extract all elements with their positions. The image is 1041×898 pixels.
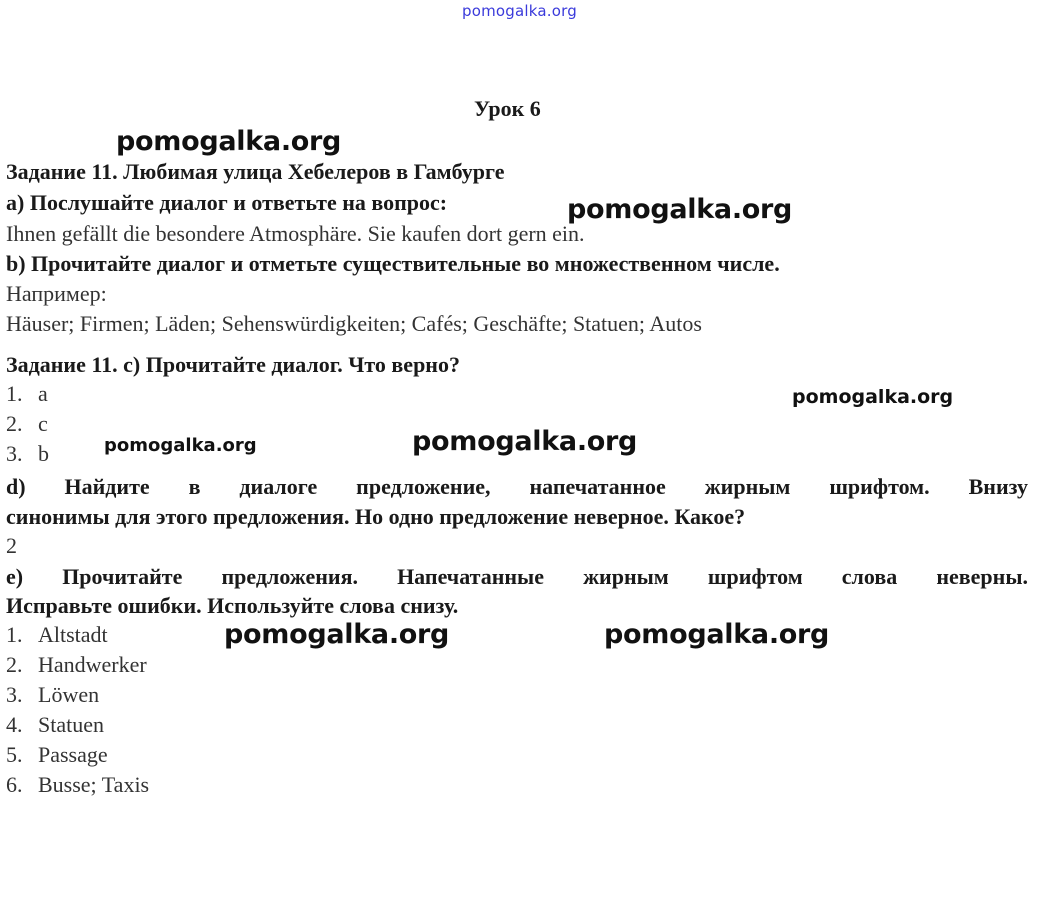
e-answer-item: 2. Handwerker	[6, 652, 147, 677]
watermark: pomogalka.org	[604, 619, 830, 650]
c-prompt: Задание 11. c) Прочитайте диалог. Что верно?	[6, 352, 460, 377]
a-answer: Ihnen gefällt die besondere Atmosphäre. Sie kaufen dort gern ein.	[6, 221, 585, 246]
e-answer-item: 5. Passage	[6, 742, 108, 767]
e-answer-item: 6. Busse; Taxis	[6, 772, 150, 797]
watermark: pomogalka.org	[412, 426, 638, 457]
d-prompt-line: d) Найдите в диалоге предложение, напечатанное жирным шрифтом. Внизу	[6, 474, 1028, 499]
watermark: pomogalka.org	[116, 126, 342, 157]
watermark: pomogalka.org	[224, 619, 450, 650]
watermark: pomogalka.org	[104, 435, 257, 456]
d-answer: 2	[6, 533, 17, 558]
b-prompt: b) Прочитайте диалог и отметьте существительные во множественном числе.	[6, 251, 780, 276]
lesson-title: Урок 6	[474, 96, 541, 121]
watermark-top: pomogalka.org	[462, 2, 577, 20]
c-answer-item: 3. b	[6, 441, 49, 466]
e-answer-item: 3. Löwen	[6, 682, 100, 707]
task-header: Задание 11. Любимая улица Хебелеров в Гамбурге	[6, 159, 505, 184]
e-prompt-line: Исправьте ошибки. Используйте слова снизу.	[6, 593, 459, 618]
b-example-label: Например:	[6, 281, 107, 306]
watermark: pomogalka.org	[792, 386, 954, 408]
c-answer-item: 2. c	[6, 411, 48, 436]
b-answer: Häuser; Firmen; Läden; Sehenswürdigkeiten; Cafés; Geschäfte; Statuen; Autos	[6, 311, 702, 336]
d-prompt-line: синонимы для этого предложения. Но одно предложение неверное. Какое?	[6, 504, 746, 529]
watermark: pomogalka.org	[567, 194, 793, 225]
e-answer-item: 1. Altstadt	[6, 622, 108, 647]
e-prompt-line: e) Прочитайте предложения. Напечатанные жирным шрифтом слова неверны.	[6, 564, 1028, 589]
e-answer-item: 4. Statuen	[6, 712, 104, 737]
c-answer-item: 1. a	[6, 381, 48, 406]
a-prompt: a) Послушайте диалог и ответьте на вопрос:	[6, 190, 448, 215]
